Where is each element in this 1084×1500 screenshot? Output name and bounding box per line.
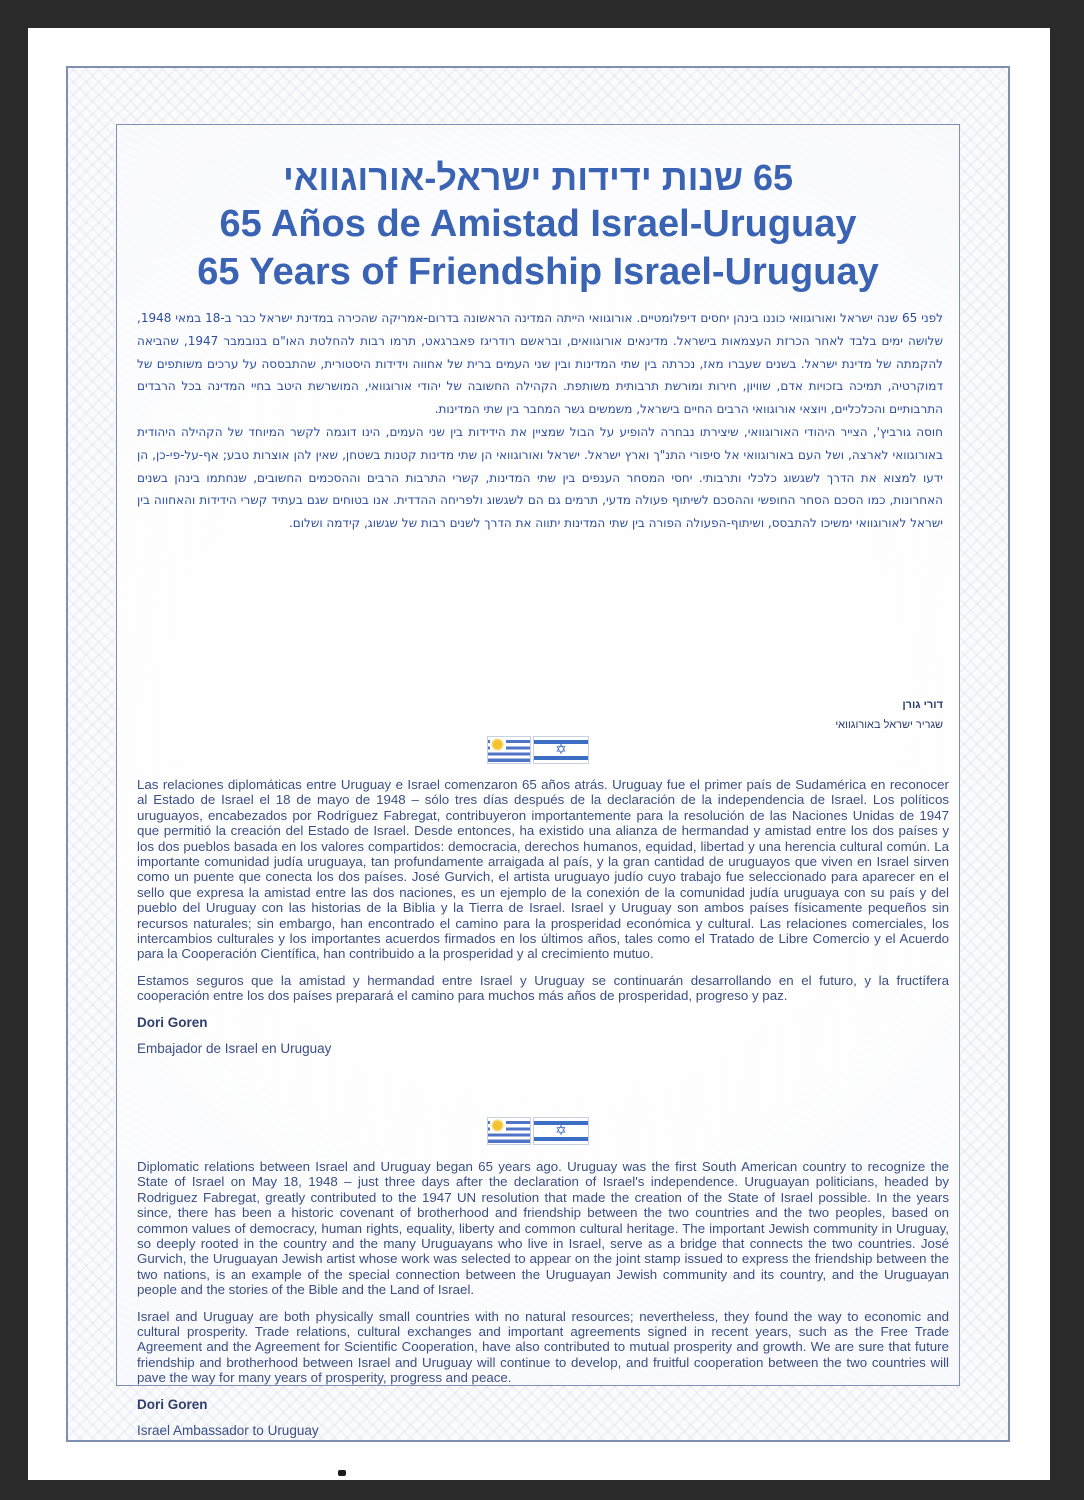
flags-divider-1	[117, 736, 959, 766]
star-of-david-icon: ✡	[555, 742, 567, 758]
title-hebrew: 65 שנות ידידות ישראל-אורוגוואי	[282, 157, 793, 198]
hebrew-signature-name: דורי גורן	[902, 699, 943, 711]
flags-divider-2	[117, 1117, 959, 1147]
israel-flag-icon	[533, 736, 589, 764]
hebrew-paragraph-1: לפני 65 שנה ישראל ואורוגוואי כוננו בינהן יחסים דיפלומטיים. אורוגוואי הייתה המדינה הראשונה בדרום-אמריקה שהכירה במדינת ישראל כבר ב-18 במאי 1948, שלושה ימים בלבד לאחר הכרזת העצמאות בישראל. מדינאים אורוגוואים, ובראשם רודריגז פאברגאט, תרמו רבות להחלטת האו"ם בנובמבר 1947, שהביאה להקמתה של מדינת ישראל. בשנים שעברו מאז, נכרתה בין שתי המדינות ובין שני העמים ברית של אחווה וידידות היסטורית, שהתבססה על ערכים משותפים של דמוקרטיה, תמיכה בזכויות אדם, שוויון, חירות ומורשת תרבותית משותפת. הקהילה החשובה של יהודי אורוגוואי, המושרשת היטב בחיי המדינה בכל הרבדים התרבותיים והכלכליים, ויוצאי אורוגוואי הרבים החיים בישראל, משמשים גשר המחבר בין שתי המדינות.	[137, 311, 943, 417]
uruguay-flag-icon	[487, 736, 531, 764]
english-signature-name: Dori Goren	[137, 1396, 208, 1412]
hebrew-paragraph-2: חוסה גורביץ', הצייר היהודי האורוגוואי, שיצירתו נבחרה להופיע על הבול שמציין את הידידות בין שני העמים, הינו דוגמה לקשר המיוחד של הקהילה היהודית באורוגוואי לארצה, ושל העם באורוגוואי אל סיפורי התנ"ך וארץ ישראל. ישראל ואורוגוואי הן שתי מדינות קטנות בשטחן, שאין להן אוצרות טבע; אף-על-פי-כן, הן ידעו למצוא את הדרך לשגשוג כלכלי ותרבותי. יחסי המסחר הענפים בין שתי המדינות, קשרי התרבות הרבים וההסכמים החשובים, שנחתמו בינהן בשנים האחרונות, כמו הסכם הסחר החופשי וההסכם לשיתוף פעולה מדעי, תרמים גם הם לשגשוג ולפריחה ההדדית. אנו בטוחים שגם בעתיד קשרי הידידות והאחווה בין ישראל לאורוגוואי ימשיכו להתבסס, ושיתוף-הפעולה הפורה בין שתי המדינות יתווה את הדרך לשנים רבות של שגשוג, קידמה ושלום.	[137, 424, 943, 531]
israel-flag-icon	[533, 1117, 589, 1145]
english-paragraph-1: Diplomatic relations between Israel and Uruguay began 65 years ago. Uruguay was the first South American country to recognize the State of Israel on May 18, 1948 – just three days after the declaration of Israel's independence. Uruguayan politicians, headed by Rodriguez Fabregat, greatly contributed to the 1947 UN resolution that made the creation of the State of Israel possible. In the years since, there has been a historic covenant of brotherhood and friendship between the two countries and the two peoples, based on common values of democracy, human rights, equality, liberty and common cultural heritage. The important Jewish community in Uruguay, so deeply rooted in the country and the many Uruguayans who live in Israel, serve as a bridge that connects the two countries. José Gurvich, the Uruguayan Jewish artist whose work was selected to appear on the joint stamp issued to express the friendship between the two nations, is an example of the special connection between the Uruguayan Jewish community and its country, and the Uruguayan people and the stories of the Bible and the Land of Israel.	[137, 1159, 949, 1298]
english-text-block	[137, 1159, 949, 1450]
english-signature-title: Israel Ambassador to Uruguay	[137, 1423, 319, 1439]
spanish-text-block	[137, 777, 949, 1068]
star-of-david-icon: ✡	[555, 1123, 567, 1139]
spanish-signature-title: Embajador de Israel en Uruguay	[137, 1041, 332, 1057]
document-sheet	[28, 28, 1050, 1480]
uruguay-flag-icon	[487, 1117, 531, 1145]
title-spanish: 65 Años de Amistad Israel-Uruguay	[219, 203, 857, 245]
title-english: 65 Years of Friendship Israel-Uruguay	[197, 251, 879, 293]
hebrew-text-block	[137, 307, 943, 535]
ink-mark	[338, 1470, 346, 1476]
english-paragraph-2: Israel and Uruguay are both physically small countries with no natural resources; nevertheless, they found the way to economic and cultural prosperity. Trade relations, cultural exchanges and important agreements signed in recent years, such as the Free Trade Agreement and the Agreement for Scientific Cooperation, have also contributed to mutual prosperity and growth. We are sure that future friendship and brotherhood between Israel and Uruguay will continue to develop, and fruitful cooperation between the two countries will pave the way for many years of prosperity, progress and peace.	[137, 1308, 949, 1386]
spanish-paragraph-2: Estamos seguros que la amistad y hermandad entre Israel y Uruguay se continuarán desarrollando en el futuro, y la fructífera cooperación entre los dos países preparará el camino para muchos más años de prosperidad, progreso y paz.	[137, 972, 949, 1004]
hebrew-signature-title: שגריר ישראל באורוגוואי	[835, 719, 943, 731]
spanish-paragraph-1: Las relaciones diplomáticas entre Uruguay e Israel comenzaron 65 años atrás. Uruguay fue el primer país de Sudamérica en reconocer al Estado de Israel el 18 de mayo de 1948 – sólo tres días después de la declaración de la independencia de Israel. Los políticos uruguayos, encabezados por Rodríguez Fabregat, contribuyeron importantemente para la resolución de las Naciones Unidas de 1947 que permitió la creación del Estado de Israel. Desde entonces, ha existido una alianza de hermandad y amistad entre los dos países y los dos pueblos basada en los valores compartidos: democracia, derechos humanos, equidad, libertad y una herencia cultural común. La importante comunidad judía uruguaya, tan profundamente arraigada al país, y la gran cantidad de uruguayos que viven en Israel sirven como un puente que conecta los dos países. José Gurvich, el artista uruguayo judío cuyo trabajo fue seleccionado para aparecer en el sello que expresa la amistad entre las dos naciones, es un ejemplo de la conexión de la comunidad judía uruguaya con su país y del pueblo del Uruguay con las historias de la Biblia y la Tierra de Israel. Israel y Uruguay son ambos países físicamente pequeños sin recursos naturales; sin embargo, han encontrado el camino para la prosperidad económica y cultural. Las relaciones comerciales, los intercambios culturales y los importantes acuerdos firmados en los últimos años, tales como el Tratado de Libre Comercio y el Acuerdo para la Cooperación Científica, han contribuido a la prosperidad y al crecimiento mutuo.	[137, 777, 949, 962]
outer-frame	[66, 66, 1010, 1442]
inner-panel	[116, 124, 960, 1439]
spanish-signature-name: Dori Goren	[137, 1014, 208, 1030]
